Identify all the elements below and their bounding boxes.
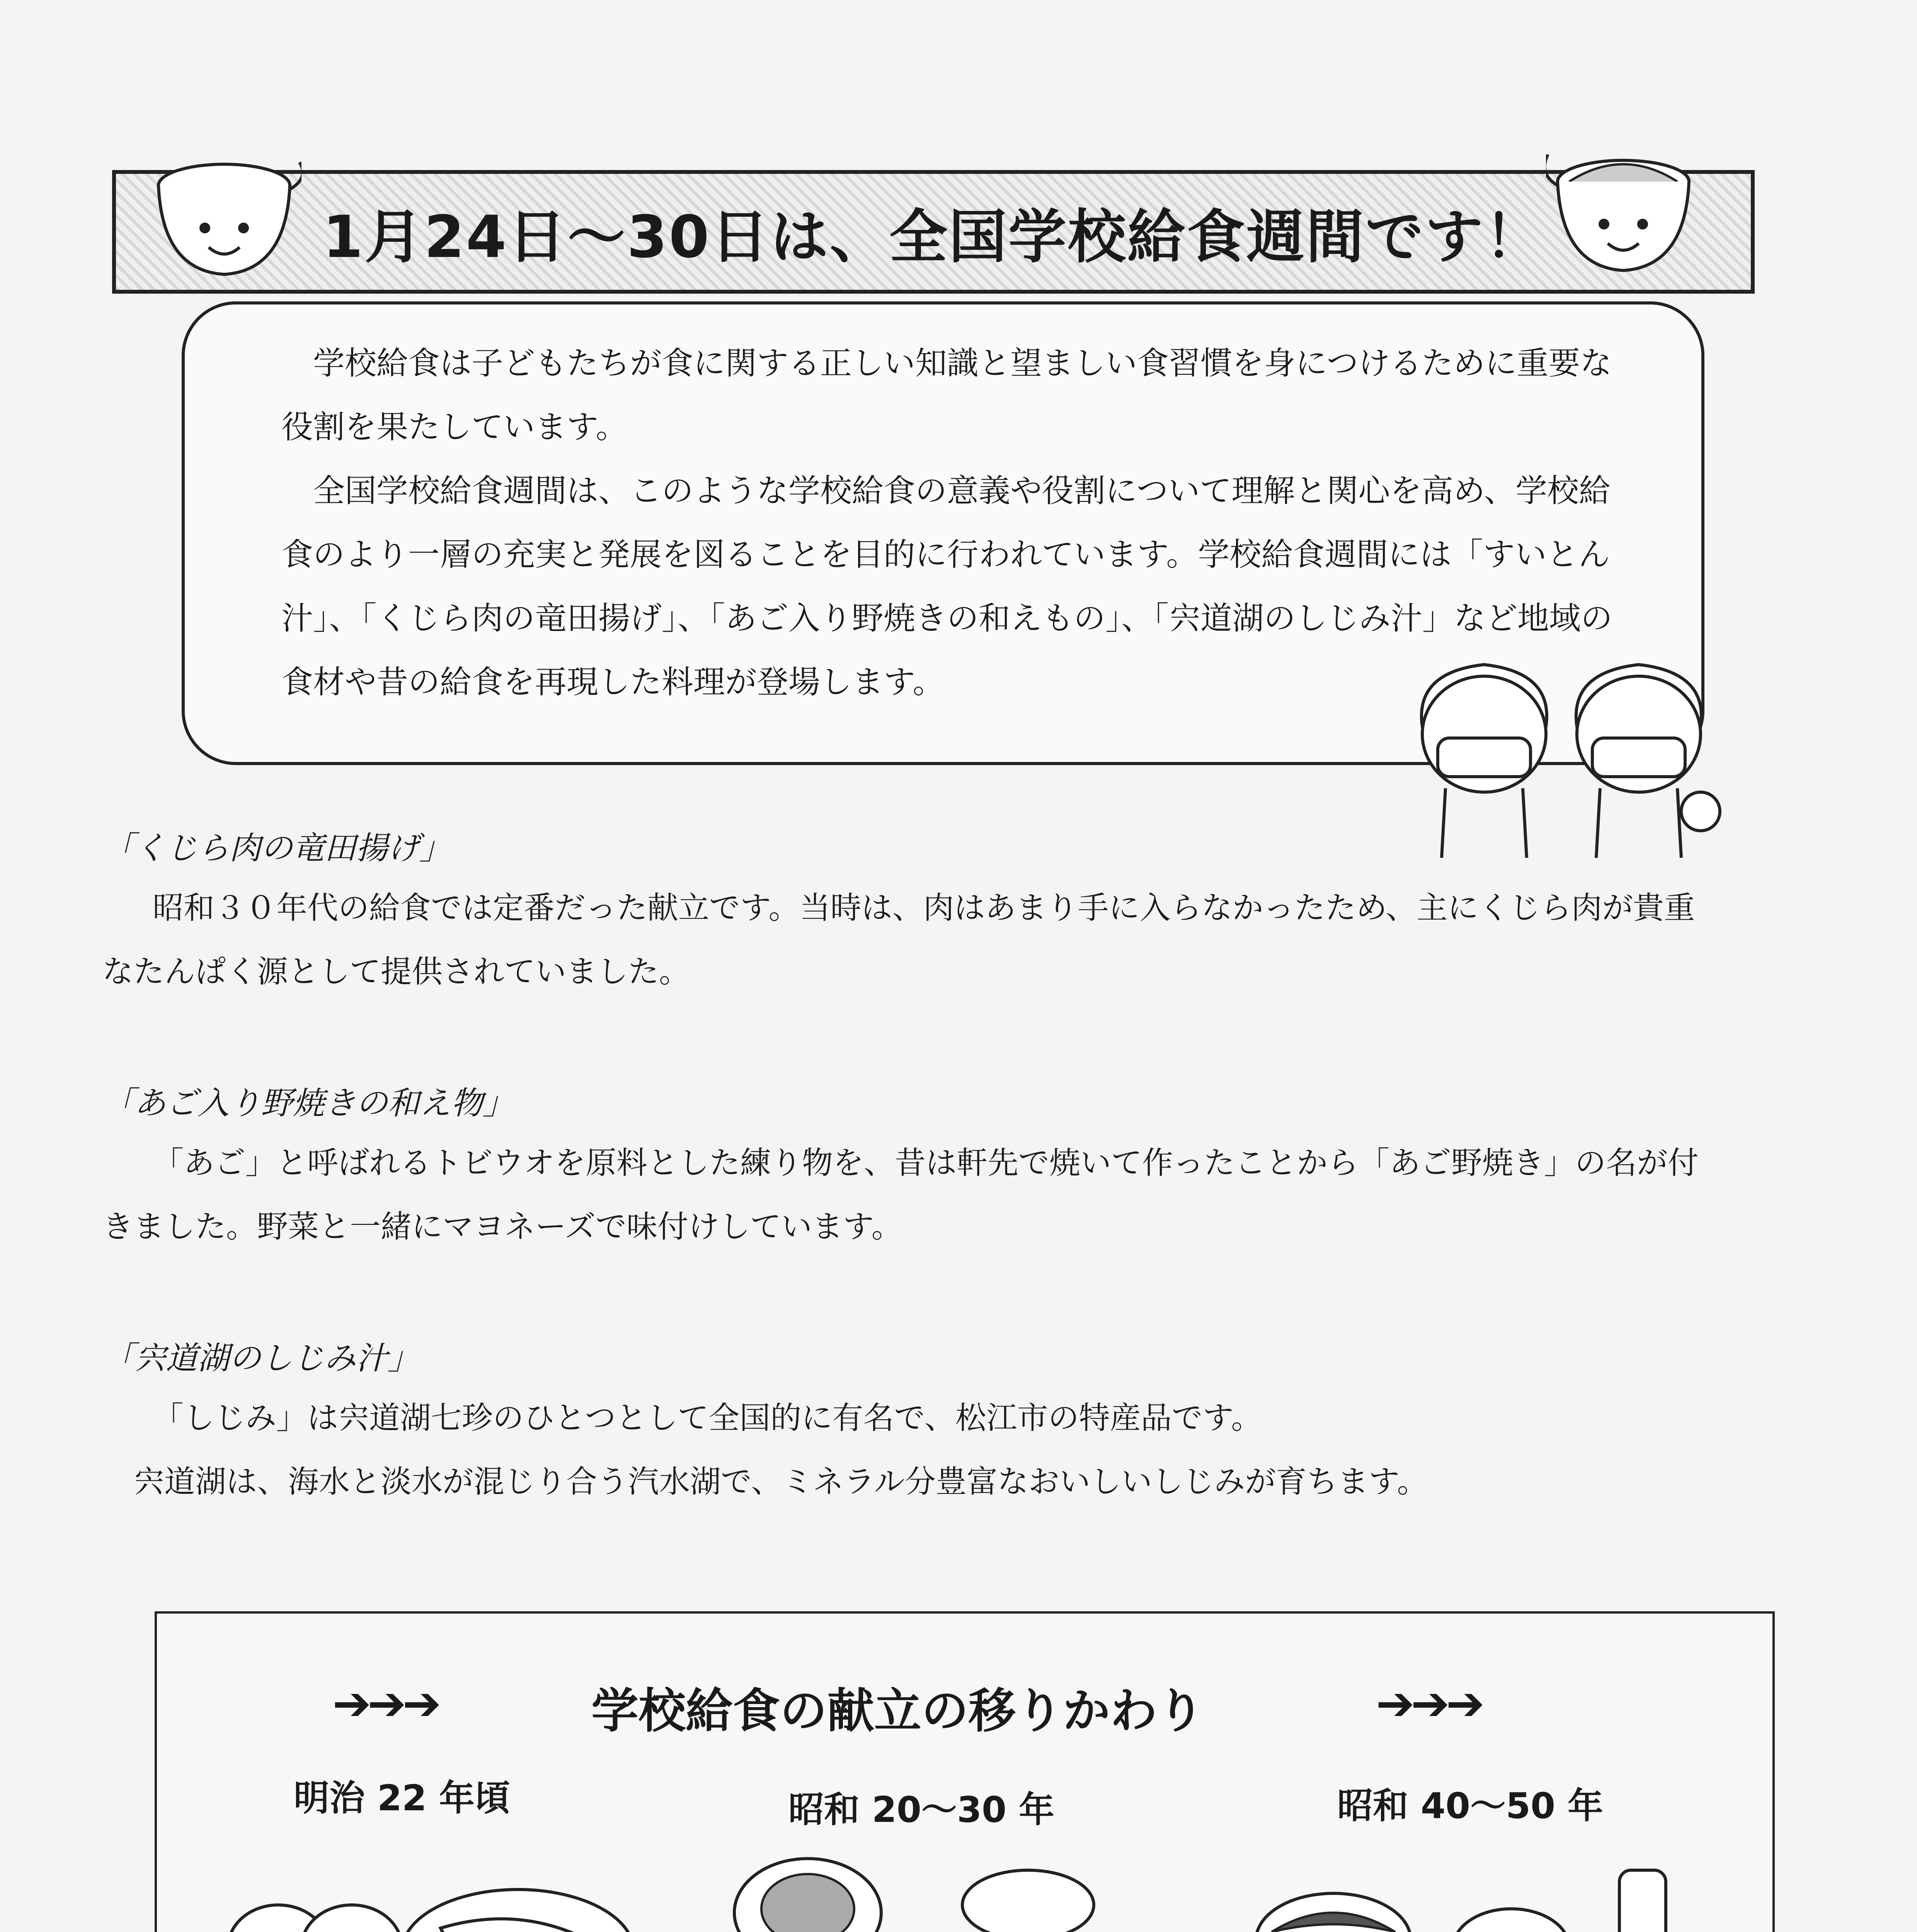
item-body: 昭和３０年代の給食では定番だった献立です。当時は、肉はあまり手に入らなかったため、主にくじら肉が貴重なたんぱく源として提供されていました。 [102, 890, 1695, 990]
era-label-showa-40-50: 昭和 40～50 年 [1337, 1785, 1604, 1827]
arrow-decoration-right: ➔➔➔ [1376, 1677, 1481, 1731]
intro-paragraph: 全国学校給食週間は、このような学校給食の意義や役割について理解と関心を高め、学校給食のより一層の充実と発展を図ることを目的に行われています。学校給食週間には「すいとん汁」、「くじら肉の竜田揚げ」、「あご入り野焼きの和えもの」、「宍道湖のしじみ汁」など地域の食材や昔の給食を再現した料理が登場します。 [281, 473, 1613, 701]
era-label-showa-20-30: 昭和 20～30 年 [788, 1789, 1055, 1830]
onigiri-salmon-illustration [224, 1874, 638, 1932]
item-body: 宍道湖は、海水と淡水が混じり合う汽水湖で、ミネラル分豊富なおいしいしじみが育ちます。 [133, 1464, 1428, 1500]
item-body: 「しじみ」は宍道湖七珍のひとつとして全国的に有名で、松江市の特産品です。 [153, 1400, 1262, 1436]
bowl-mascot-left-icon [147, 155, 301, 286]
title-banner [112, 170, 1755, 294]
item-title: 「あご入り野焼きの和え物」 [102, 1085, 514, 1122]
rice-bowl-mascot-right-icon [1546, 151, 1701, 282]
curry-rice-illustration [1248, 1855, 1693, 1932]
item-section-whale [102, 823, 1726, 1003]
item-body: 「あご」と呼ばれるトビウオを原料とした練り物を、昔は軒先で焼いて作ったことから「あご野焼き」の名が付きました。野菜と一緒にマヨネーズで味付けしています。 [102, 1145, 1699, 1245]
intro-paragraph: 学校給食は子どもたちが食に関する正しい知識と望ましい食習慣を身につけるために重要な役割を果たしています。 [281, 345, 1612, 446]
menu-title: 学校給食の献立の移りかわり [591, 1684, 1204, 1738]
page-title: 1月24日～30日は、全国学校給食週間です！ [323, 204, 1544, 271]
item-section-shijimi [102, 1333, 1726, 1514]
item-title: 「宍道湖のしじみ汁」 [102, 1340, 419, 1377]
item-title: 「くじら肉の竜田揚げ」 [102, 830, 451, 867]
era-label-meiji: 明治 22 年頃 [294, 1777, 511, 1819]
arrow-decoration-left: ➔➔➔ [332, 1677, 438, 1731]
bread-milk-illustration [730, 1855, 1125, 1932]
item-section-ago [102, 1078, 1726, 1259]
